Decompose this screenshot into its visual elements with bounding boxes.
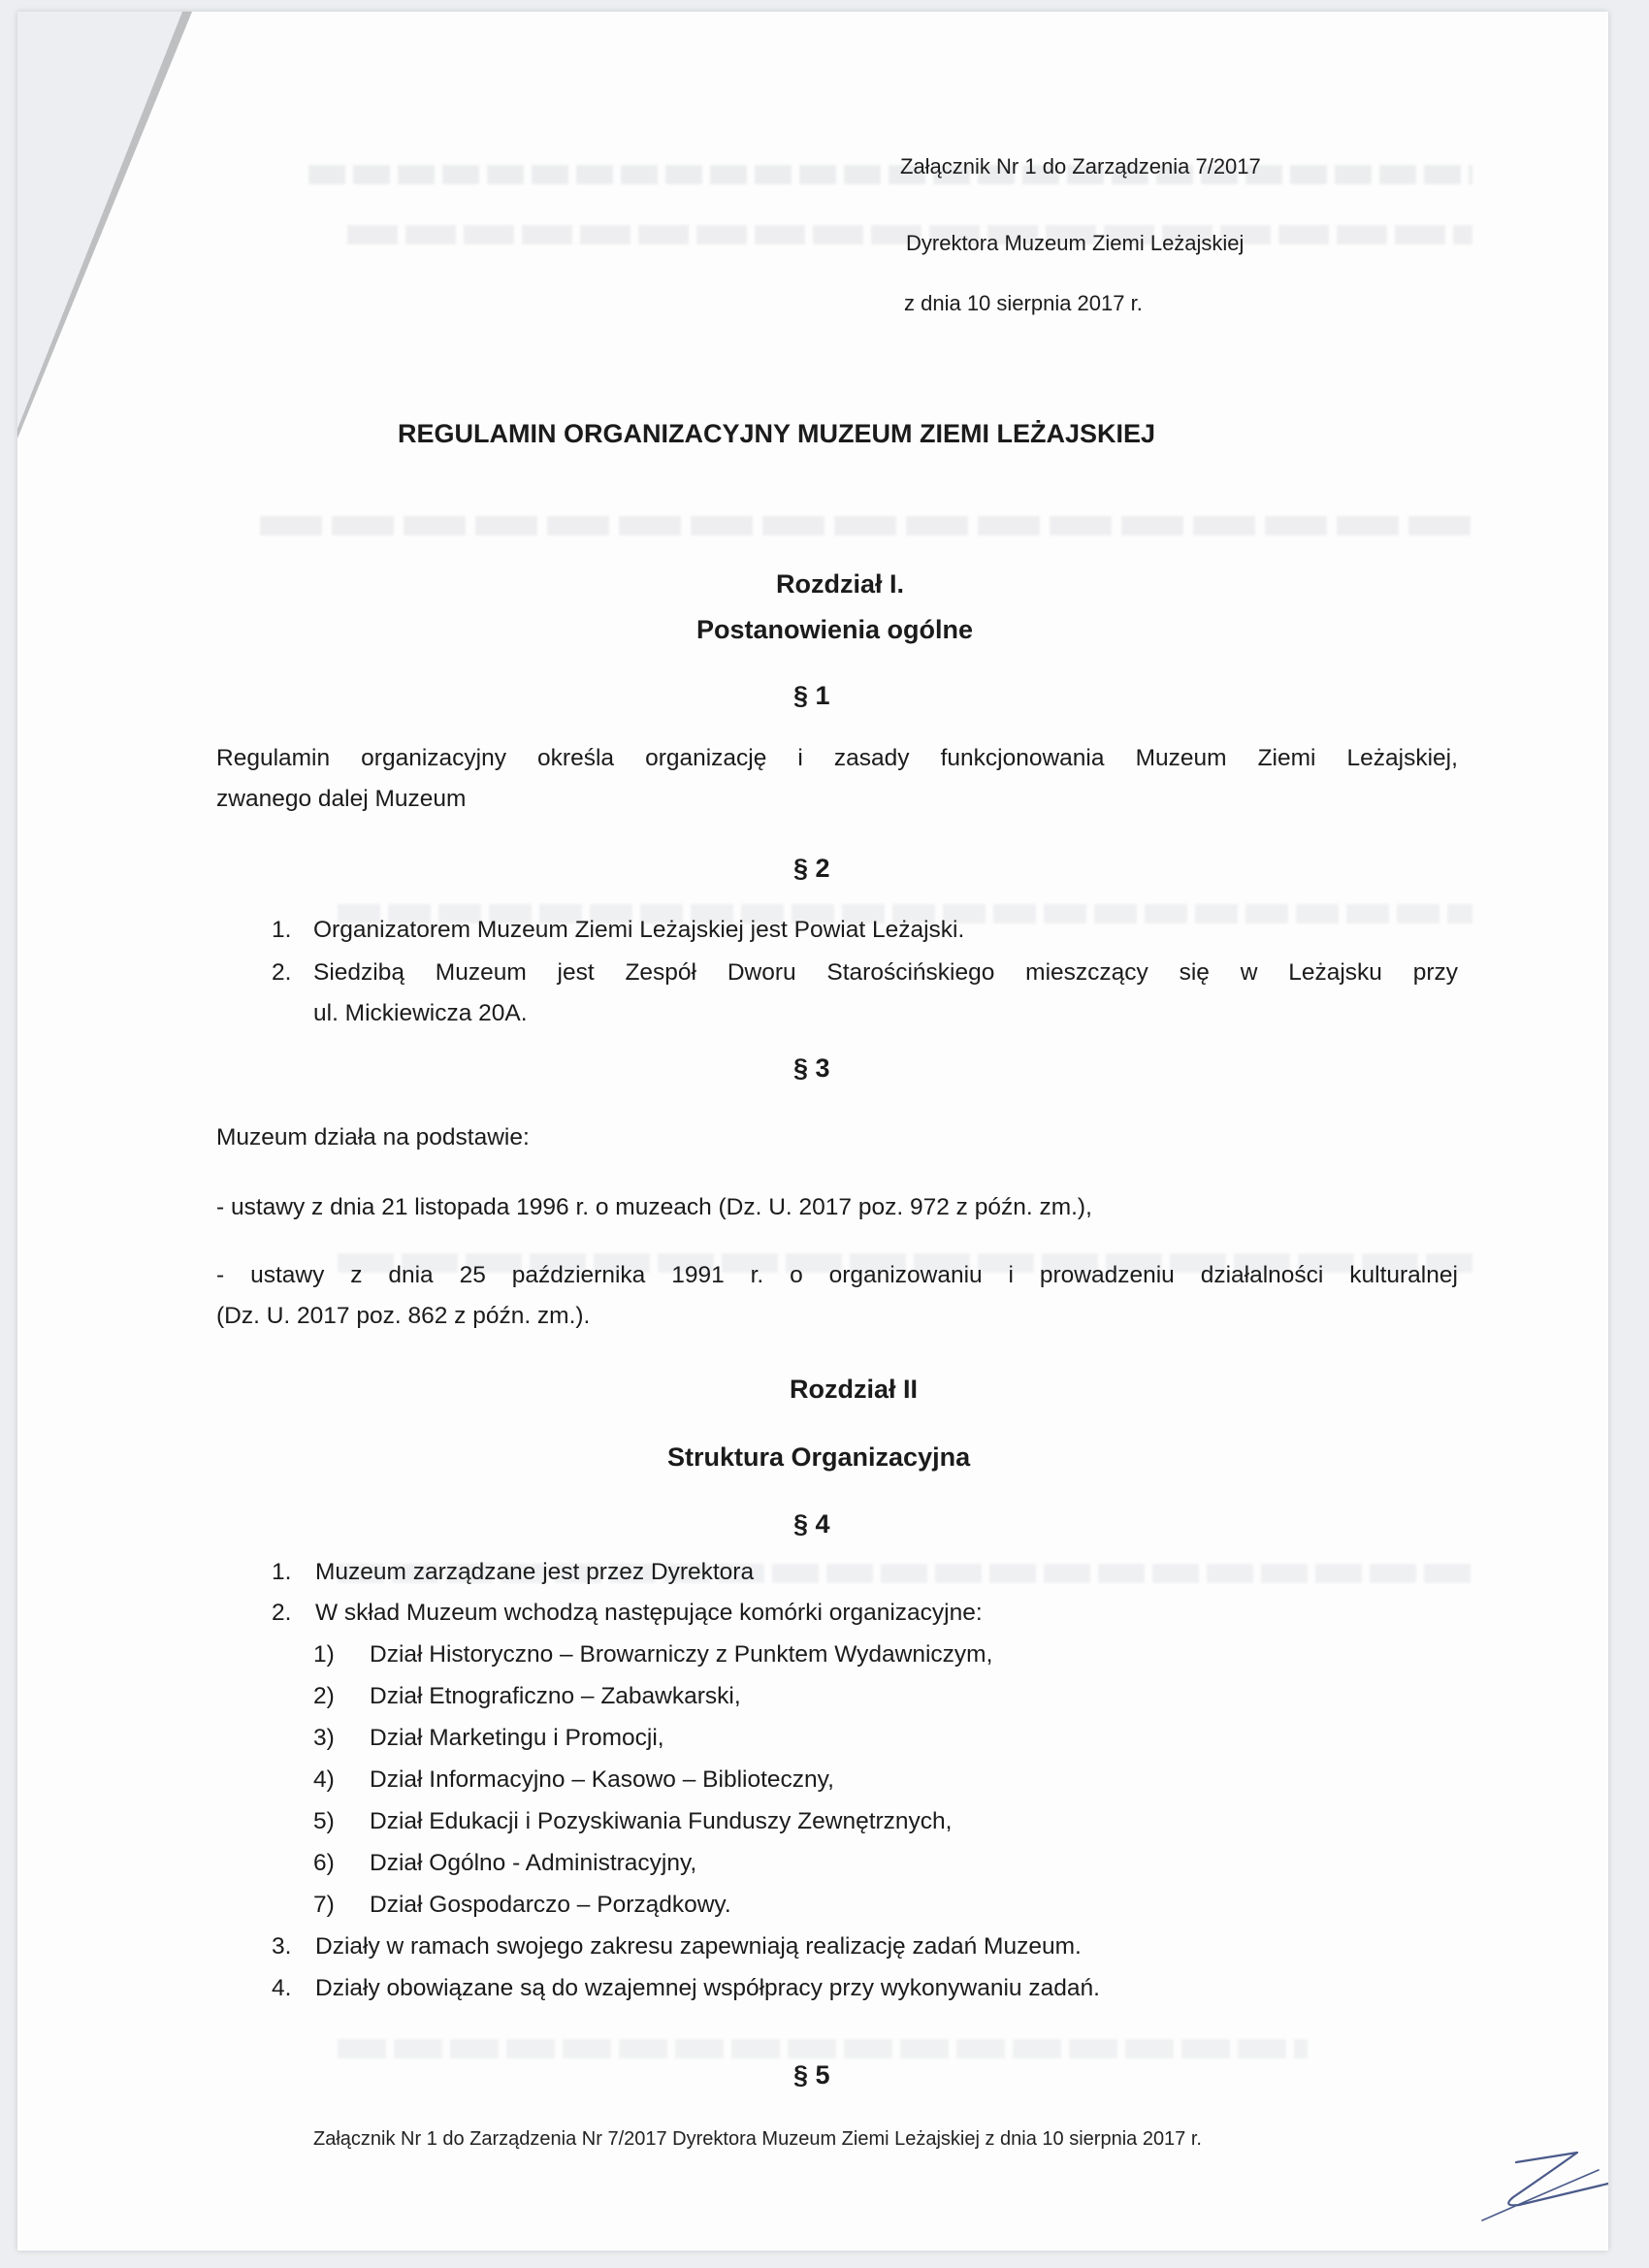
- department-4: Dział Informacyjno – Kasowo – Biblioteczny,: [370, 1766, 834, 1793]
- section-4-item-3-number: 3.: [272, 1933, 292, 1960]
- word: jest: [557, 959, 595, 986]
- handwritten-paraph: [1463, 2141, 1608, 2228]
- word: prowadzeniu: [1039, 1262, 1175, 1288]
- word: w: [1240, 959, 1258, 986]
- chapter-2-label: Rozdział II: [790, 1375, 919, 1404]
- word: Muzeum: [1135, 745, 1227, 771]
- department-3: Dział Marketingu i Promocji,: [370, 1725, 664, 1751]
- word: przy: [1412, 959, 1458, 986]
- chapter-2-name: Struktura Organizacyjna: [667, 1442, 971, 1472]
- chapter-1-name: Postanowienia ogólne: [696, 615, 974, 644]
- section-2-item-2-number: 2.: [272, 959, 292, 986]
- department-4-number: 4): [313, 1766, 335, 1793]
- section-2-item-1: Organizatorem Muzeum Ziemi Leżajskiej jest Powiat Leżajski.: [313, 917, 965, 943]
- word: działalności: [1200, 1262, 1324, 1288]
- bleed-through-decoration: [260, 516, 1472, 535]
- word: Zespół: [625, 959, 697, 986]
- section-3-mark: § 3: [793, 1053, 830, 1083]
- section-3-law-1: - ustawy z dnia 21 listopada 1996 r. o muzeach (Dz. U. 2017 poz. 972 z późn. zm.),: [216, 1194, 1092, 1220]
- word: organizację: [645, 745, 767, 771]
- department-5-number: 5): [313, 1808, 335, 1834]
- folded-corner: [17, 12, 182, 429]
- department-3-number: 3): [313, 1725, 335, 1751]
- word: kulturalnej: [1349, 1262, 1458, 1288]
- section-2-item-1-number: 1.: [272, 917, 292, 943]
- word: października: [511, 1262, 646, 1288]
- department-7: Dział Gospodarczo – Porządkowy.: [370, 1892, 731, 1918]
- section-1-text-line-1: [216, 744, 1458, 773]
- page-footer: Załącznik Nr 1 do Zarządzenia Nr 7/2017 Dyrektora Muzeum Ziemi Leżajskiej z dnia 10 sierpnia 2017 r.: [313, 2128, 1202, 2150]
- department-6: Dział Ogólno - Administracyjny,: [370, 1850, 697, 1876]
- department-1-number: 1): [313, 1641, 335, 1668]
- word: się: [1179, 959, 1210, 986]
- header-line-3: z dnia 10 sierpnia 2017 r.: [904, 291, 1143, 315]
- word: Ziemi: [1257, 745, 1316, 771]
- word: 1991: [671, 1262, 725, 1288]
- department-5: Dział Edukacji i Pozyskiwania Funduszy Zewnętrznych,: [370, 1808, 953, 1834]
- word: organizowaniu: [828, 1262, 983, 1288]
- word: z: [350, 1262, 363, 1288]
- section-4-item-3: Działy w ramach swojego zakresu zapewniają realizację zadań Muzeum.: [315, 1933, 1082, 1960]
- department-2: Dział Etnograficzno – Zabawkarski,: [370, 1683, 741, 1709]
- chapter-1-label: Rozdział I.: [776, 569, 905, 599]
- section-2-mark: § 2: [793, 854, 830, 883]
- department-7-number: 7): [313, 1892, 335, 1918]
- word: i: [797, 745, 803, 771]
- word: Leżajsku: [1288, 959, 1382, 986]
- section-4-item-1-number: 1.: [272, 1559, 292, 1585]
- department-2-number: 2): [313, 1683, 335, 1709]
- section-4-item-1: Muzeum zarządzane jest przez Dyrektora: [315, 1559, 755, 1585]
- word: Regulamin: [216, 745, 331, 771]
- section-2-item-2-line-1: [313, 958, 1458, 988]
- section-4-item-2: W skład Muzeum wchodzą następujące komórki organizacyjne:: [315, 1600, 983, 1626]
- document-title: REGULAMIN ORGANIZACYJNY MUZEUM ZIEMI LEŻAJSKIEJ: [398, 419, 1156, 448]
- section-4-item-4: Działy obowiązane są do wzajemnej współpracy przy wykonywaniu zadań.: [315, 1975, 1100, 2001]
- section-4-item-2-number: 2.: [272, 1600, 292, 1626]
- word: dnia: [388, 1262, 434, 1288]
- word: zasady: [833, 745, 910, 771]
- section-1-mark: § 1: [793, 681, 830, 710]
- word: ustawy: [250, 1262, 325, 1288]
- bleed-through-decoration: [308, 165, 1472, 184]
- word: Leżajskiej,: [1346, 745, 1458, 771]
- section-5-mark: § 5: [793, 2060, 830, 2090]
- word: r.: [750, 1262, 764, 1288]
- section-4-mark: § 4: [793, 1509, 830, 1539]
- word: organizacyjny: [361, 745, 506, 771]
- word: mieszczący: [1025, 959, 1148, 986]
- word: Dworu: [727, 959, 796, 986]
- section-3-intro: Muzeum działa na podstawie:: [216, 1124, 530, 1150]
- word: funkcjonowania: [940, 745, 1105, 771]
- word: -: [216, 1262, 225, 1288]
- header-line-2: Dyrektora Muzeum Ziemi Leżajskiej: [906, 231, 1245, 255]
- bleed-through-decoration: [338, 2039, 1308, 2058]
- word: określa: [537, 745, 615, 771]
- word: Muzeum: [435, 959, 527, 986]
- word: Starościńskiego: [826, 959, 995, 986]
- section-4-item-4-number: 4.: [272, 1975, 292, 2001]
- section-2-item-2-line-2: ul. Mickiewicza 20A.: [313, 1000, 528, 1026]
- department-6-number: 6): [313, 1850, 335, 1876]
- section-3-law-2-line-1: [216, 1261, 1458, 1290]
- section-3-law-2-line-2: (Dz. U. 2017 poz. 862 z późn. zm.).: [216, 1303, 591, 1329]
- section-1-text-line-2: zwanego dalej Muzeum: [216, 786, 467, 812]
- word: i: [1008, 1262, 1014, 1288]
- document-page: [17, 12, 1608, 2251]
- department-1: Dział Historyczno – Browarniczy z Punktem Wydawniczym,: [370, 1641, 993, 1668]
- word: 25: [459, 1262, 486, 1288]
- word: Siedzibą: [313, 959, 404, 986]
- header-line-1: Załącznik Nr 1 do Zarządzenia 7/2017: [900, 154, 1261, 178]
- word: o: [790, 1262, 803, 1288]
